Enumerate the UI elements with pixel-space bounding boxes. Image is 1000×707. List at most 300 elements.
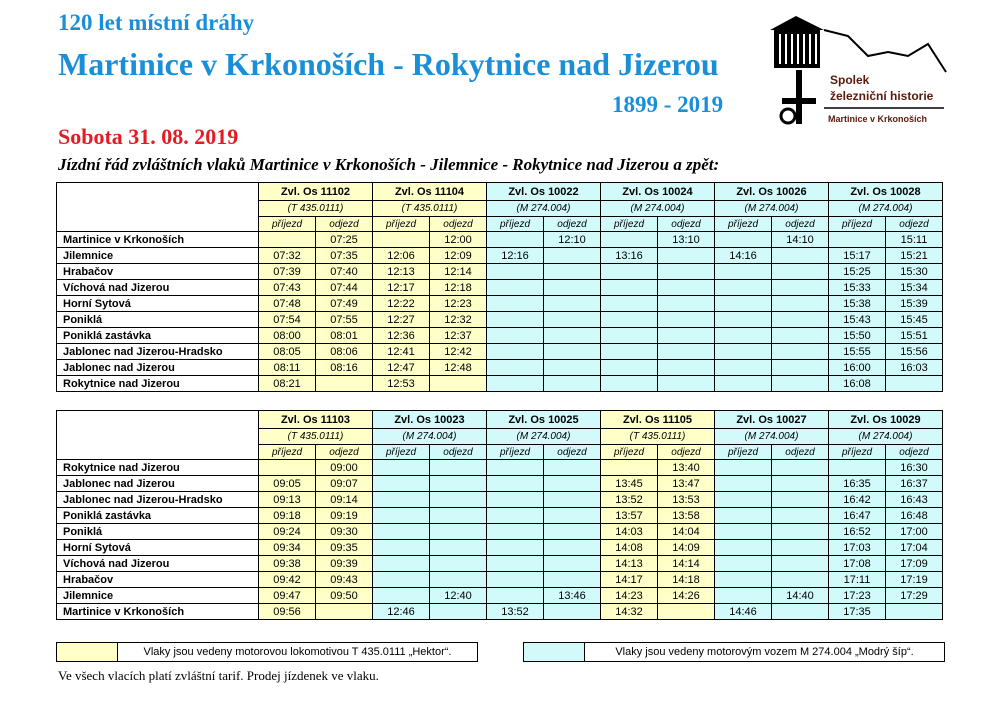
departure-time: 16:03 [886,360,943,376]
departure-time: 07:55 [316,312,373,328]
arrival-time [715,524,772,540]
arrival-time: 17:11 [829,572,886,588]
departure-time [772,540,829,556]
departure-time [658,360,715,376]
arrival-time: 12:47 [373,360,430,376]
arrival-time: 12:53 [373,376,430,392]
departure-time: 15:51 [886,328,943,344]
departure-time [544,360,601,376]
departure-time: 17:09 [886,556,943,572]
table-row [57,588,943,604]
departure-time: 16:30 [886,460,943,476]
departure-time: 12:37 [430,328,487,344]
arrival-time: 12:13 [373,264,430,280]
arrival-time [715,540,772,556]
arrival-time: 12:22 [373,296,430,312]
departure-time [544,604,601,620]
arrival-time: 08:11 [259,360,316,376]
arrival-time [715,312,772,328]
train-locomotive: (M 274.004) [487,429,601,445]
departure-time: 15:30 [886,264,943,280]
arrival-time: 17:03 [829,540,886,556]
departure-time: 15:56 [886,344,943,360]
arrival-time: 15:38 [829,296,886,312]
departure-time: 16:37 [886,476,943,492]
departure-time [772,376,829,392]
departure-time [544,312,601,328]
arrival-time [829,232,886,248]
arrival-time: 17:35 [829,604,886,620]
arrival-time: 14:16 [715,248,772,264]
departure-time: 07:44 [316,280,373,296]
arrival-time [487,232,544,248]
arrival-time [601,376,658,392]
departure-time: 17:19 [886,572,943,588]
departure-time: 12:48 [430,360,487,376]
departure-time [430,572,487,588]
arrival-time [487,492,544,508]
arrival-time [487,280,544,296]
station-name: Horní Sytová [57,296,259,312]
logo-line2: železniční historie [830,89,934,103]
departure-time [544,460,601,476]
departure-time: 07:40 [316,264,373,280]
departure-time [430,508,487,524]
legend-blue-text: Vlaky jsou vedeny motorovým vozem M 274.004 „Modrý šíp“. [615,646,914,658]
arrival-time: 16:52 [829,524,886,540]
departure-time: 14:14 [658,556,715,572]
station-name: Hrabačov [57,264,259,280]
arrival-time: 09:05 [259,476,316,492]
train-number: Zvl. Os 11105 [601,411,715,429]
departure-header: odjezd [886,217,943,232]
legend-blue-swatch [524,643,585,661]
arrival-header: příjezd [715,445,772,460]
departure-time: 08:16 [316,360,373,376]
departure-time: 13:46 [544,588,601,604]
departure-header: odjezd [430,445,487,460]
arrival-time: 15:25 [829,264,886,280]
arrival-time: 12:36 [373,328,430,344]
arrival-time [715,492,772,508]
arrival-time: 15:33 [829,280,886,296]
arrival-time: 12:16 [487,248,544,264]
train-number: Zvl. Os 10028 [829,183,943,201]
departure-time [772,312,829,328]
table-row [57,556,943,572]
arrival-time: 07:43 [259,280,316,296]
departure-time: 17:00 [886,524,943,540]
departure-header: odjezd [544,217,601,232]
arrival-time [601,280,658,296]
arrival-time [373,492,430,508]
departure-time [430,556,487,572]
departure-time [886,604,943,620]
arrival-time: 13:57 [601,508,658,524]
arrival-time [487,476,544,492]
table-corner-cell [57,183,259,232]
departure-time: 08:06 [316,344,373,360]
arrival-time: 14:23 [601,588,658,604]
departure-time [886,376,943,392]
arrival-time: 16:42 [829,492,886,508]
departure-header: odjezd [658,217,715,232]
departure-time [658,312,715,328]
departure-time: 09:00 [316,460,373,476]
train-number: Zvl. Os 11102 [259,183,373,201]
departure-time: 07:49 [316,296,373,312]
arrival-time: 12:46 [373,604,430,620]
arrival-time: 14:32 [601,604,658,620]
arrival-time: 08:21 [259,376,316,392]
arrival-time: 17:08 [829,556,886,572]
arrival-time [259,460,316,476]
departure-time: 07:25 [316,232,373,248]
table-row [57,360,943,376]
departure-time [316,376,373,392]
legend-blue [523,642,945,662]
table-row [57,540,943,556]
station-name: Jablonec nad Jizerou-Hradsko [57,344,259,360]
arrival-time: 17:23 [829,588,886,604]
arrival-time [601,344,658,360]
station-name: Jablonec nad Jizerou [57,476,259,492]
train-locomotive: (M 274.004) [601,201,715,217]
departure-time [658,376,715,392]
departure-time: 15:34 [886,280,943,296]
timetable-subtitle: Jízdní řád zvláštních vlaků Martinice v Krkonoších - Jilemnice - Rokytnice nad Jizerou a zpět: [58,155,720,174]
header-line1: 120 let místní dráhy [58,10,255,35]
station-name: Poniklá [57,524,259,540]
departure-time: 17:29 [886,588,943,604]
departure-time [772,492,829,508]
departure-time [658,280,715,296]
arrival-time [487,556,544,572]
arrival-time: 09:38 [259,556,316,572]
table-row [57,460,943,476]
departure-time: 13:47 [658,476,715,492]
arrival-time: 12:17 [373,280,430,296]
arrival-time: 07:39 [259,264,316,280]
departure-time [658,328,715,344]
arrival-time [715,232,772,248]
arrival-time [487,344,544,360]
arrival-time [487,524,544,540]
departure-time: 12:23 [430,296,487,312]
departure-time [772,476,829,492]
departure-time [430,376,487,392]
departure-time: 12:10 [544,232,601,248]
departure-time [544,248,601,264]
arrival-time [715,476,772,492]
arrival-time: 14:03 [601,524,658,540]
departure-time [658,344,715,360]
train-number: Zvl. Os 10023 [373,411,487,429]
arrival-time [487,376,544,392]
departure-time [544,556,601,572]
date: Sobota 31. 08. 2019 [58,124,239,149]
departure-time: 07:35 [316,248,373,264]
departure-time: 09:39 [316,556,373,572]
departure-time: 09:14 [316,492,373,508]
departure-time: 12:32 [430,312,487,328]
arrival-time: 09:56 [259,604,316,620]
arrival-time [715,360,772,376]
departure-time: 14:10 [772,232,829,248]
table-row [57,604,943,620]
departure-time: 09:07 [316,476,373,492]
table-row [57,328,943,344]
arrival-time: 08:00 [259,328,316,344]
arrival-header: příjezd [601,217,658,232]
departure-time [772,344,829,360]
arrival-time: 12:41 [373,344,430,360]
departure-time: 14:18 [658,572,715,588]
departure-time: 09:30 [316,524,373,540]
departure-time [430,476,487,492]
departure-time [430,604,487,620]
departure-time: 12:42 [430,344,487,360]
departure-time [658,248,715,264]
arrival-header: příjezd [259,217,316,232]
arrival-time [715,556,772,572]
arrival-time [601,312,658,328]
arrival-time: 13:16 [601,248,658,264]
arrival-time [601,232,658,248]
station-name: Jilemnice [57,248,259,264]
table-row [57,572,943,588]
arrival-time [715,328,772,344]
departure-time: 09:50 [316,588,373,604]
arrival-time: 08:05 [259,344,316,360]
table-row [57,296,943,312]
departure-time [544,296,601,312]
table-row [57,344,943,360]
departure-time: 16:43 [886,492,943,508]
arrival-time: 14:46 [715,604,772,620]
arrival-time: 07:48 [259,296,316,312]
arrival-time [373,572,430,588]
arrival-time [373,508,430,524]
departure-time [772,508,829,524]
arrival-header: příjezd [259,445,316,460]
departure-time: 08:01 [316,328,373,344]
footer-note: Ve všech vlacích platí zvláštní tarif. Prodej jízdenek ve vlaku. [58,668,379,683]
table-row [57,248,943,264]
departure-time: 14:26 [658,588,715,604]
arrival-time [373,476,430,492]
legend-yellow-swatch [57,643,118,661]
departure-time [544,540,601,556]
arrival-time [715,508,772,524]
departure-time: 15:11 [886,232,943,248]
departure-time: 12:14 [430,264,487,280]
train-locomotive: (M 274.004) [487,201,601,217]
arrival-time [715,344,772,360]
station-name: Poniklá [57,312,259,328]
departure-time [772,280,829,296]
station-name: Jablonec nad Jizerou-Hradsko [57,492,259,508]
arrival-time [715,572,772,588]
arrival-time: 09:34 [259,540,316,556]
arrival-time [487,312,544,328]
departure-header: odjezd [316,445,373,460]
arrival-time: 14:13 [601,556,658,572]
departure-time: 12:18 [430,280,487,296]
arrival-time [487,588,544,604]
arrival-time: 16:47 [829,508,886,524]
arrival-time [373,524,430,540]
arrival-header: příjezd [601,445,658,460]
arrival-time [601,360,658,376]
departure-time [544,264,601,280]
arrival-time: 13:45 [601,476,658,492]
departure-time: 13:40 [658,460,715,476]
departure-time [544,524,601,540]
train-number: Zvl. Os 10029 [829,411,943,429]
arrival-time: 09:47 [259,588,316,604]
departure-time: 09:19 [316,508,373,524]
arrival-time [715,264,772,280]
arrival-time [715,296,772,312]
arrival-time [601,264,658,280]
arrival-time: 15:17 [829,248,886,264]
train-locomotive: (M 274.004) [373,429,487,445]
station-name: Horní Sytová [57,540,259,556]
arrival-time [487,360,544,376]
arrival-header: příjezd [829,445,886,460]
arrival-time [715,376,772,392]
departure-time: 13:10 [658,232,715,248]
legend-yellow [56,642,478,662]
arrival-time: 15:43 [829,312,886,328]
departure-time [316,604,373,620]
station-name: Martinice v Krkonoších [57,232,259,248]
departure-header: odjezd [772,445,829,460]
departure-header: odjezd [886,445,943,460]
departure-time: 12:00 [430,232,487,248]
departure-header: odjezd [316,217,373,232]
arrival-time: 16:08 [829,376,886,392]
train-locomotive: (T 435.0111) [601,429,715,445]
departure-time [772,460,829,476]
train-locomotive: (T 435.0111) [373,201,487,217]
station-name: Jilemnice [57,588,259,604]
train-locomotive: (T 435.0111) [259,429,373,445]
arrival-time: 14:17 [601,572,658,588]
train-number: Zvl. Os 11104 [373,183,487,201]
arrival-header: příjezd [487,445,544,460]
arrival-time [487,540,544,556]
train-number: Zvl. Os 10027 [715,411,829,429]
departure-time: 15:45 [886,312,943,328]
arrival-time [715,588,772,604]
arrival-time [487,572,544,588]
departure-time [772,248,829,264]
arrival-time: 12:06 [373,248,430,264]
train-number: Zvl. Os 10024 [601,183,715,201]
table-row [57,264,943,280]
departure-time [772,524,829,540]
club-logo [768,16,948,134]
arrival-time: 09:18 [259,508,316,524]
departure-time: 14:40 [772,588,829,604]
table-row [57,280,943,296]
departure-time [772,556,829,572]
departure-time: 13:58 [658,508,715,524]
departure-time [772,360,829,376]
arrival-time [601,296,658,312]
departure-time [430,460,487,476]
departure-time [544,508,601,524]
table-row [57,524,943,540]
arrival-time [487,328,544,344]
train-number: Zvl. Os 10026 [715,183,829,201]
departure-time [658,604,715,620]
departure-time: 17:04 [886,540,943,556]
departure-time [772,296,829,312]
departure-time: 15:39 [886,296,943,312]
station-name: Víchová nad Jizerou [57,280,259,296]
departure-time [430,524,487,540]
arrival-time: 12:27 [373,312,430,328]
route-title: Martinice v Krkonoších - Rokytnice nad Jizerou [58,46,719,82]
arrival-time [487,264,544,280]
arrival-time [373,588,430,604]
arrival-header: příjezd [829,217,886,232]
departure-header: odjezd [772,217,829,232]
arrival-time: 16:35 [829,476,886,492]
station-name: Martinice v Krkonoších [57,604,259,620]
table-corner-cell [57,411,259,460]
departure-time [772,604,829,620]
arrival-header: příjezd [373,217,430,232]
arrival-time: 13:52 [487,604,544,620]
table-row [57,476,943,492]
departure-time: 09:35 [316,540,373,556]
departure-time [544,492,601,508]
arrival-time [829,460,886,476]
arrival-time: 13:52 [601,492,658,508]
departure-time: 13:53 [658,492,715,508]
train-locomotive: (M 274.004) [715,201,829,217]
arrival-time [487,460,544,476]
departure-time: 16:48 [886,508,943,524]
station-name: Poniklá zastávka [57,328,259,344]
arrival-time [373,460,430,476]
arrival-header: příjezd [715,217,772,232]
departure-time [544,328,601,344]
arrival-time: 09:42 [259,572,316,588]
departure-time [544,476,601,492]
departure-time [430,540,487,556]
departure-time [772,572,829,588]
years: 1899 - 2019 [612,92,724,117]
departure-time [772,328,829,344]
arrival-time [715,280,772,296]
departure-time [544,280,601,296]
departure-header: odjezd [430,217,487,232]
arrival-time [487,296,544,312]
departure-time: 12:40 [430,588,487,604]
departure-time [658,264,715,280]
train-number: Zvl. Os 10025 [487,411,601,429]
station-name: Poniklá zastávka [57,508,259,524]
departure-time [544,376,601,392]
legend-yellow-text: Vlaky jsou vedeny motorovou lokomotivou T 435.0111 „Hektor“. [143,646,452,658]
arrival-time: 07:54 [259,312,316,328]
arrival-time [487,508,544,524]
